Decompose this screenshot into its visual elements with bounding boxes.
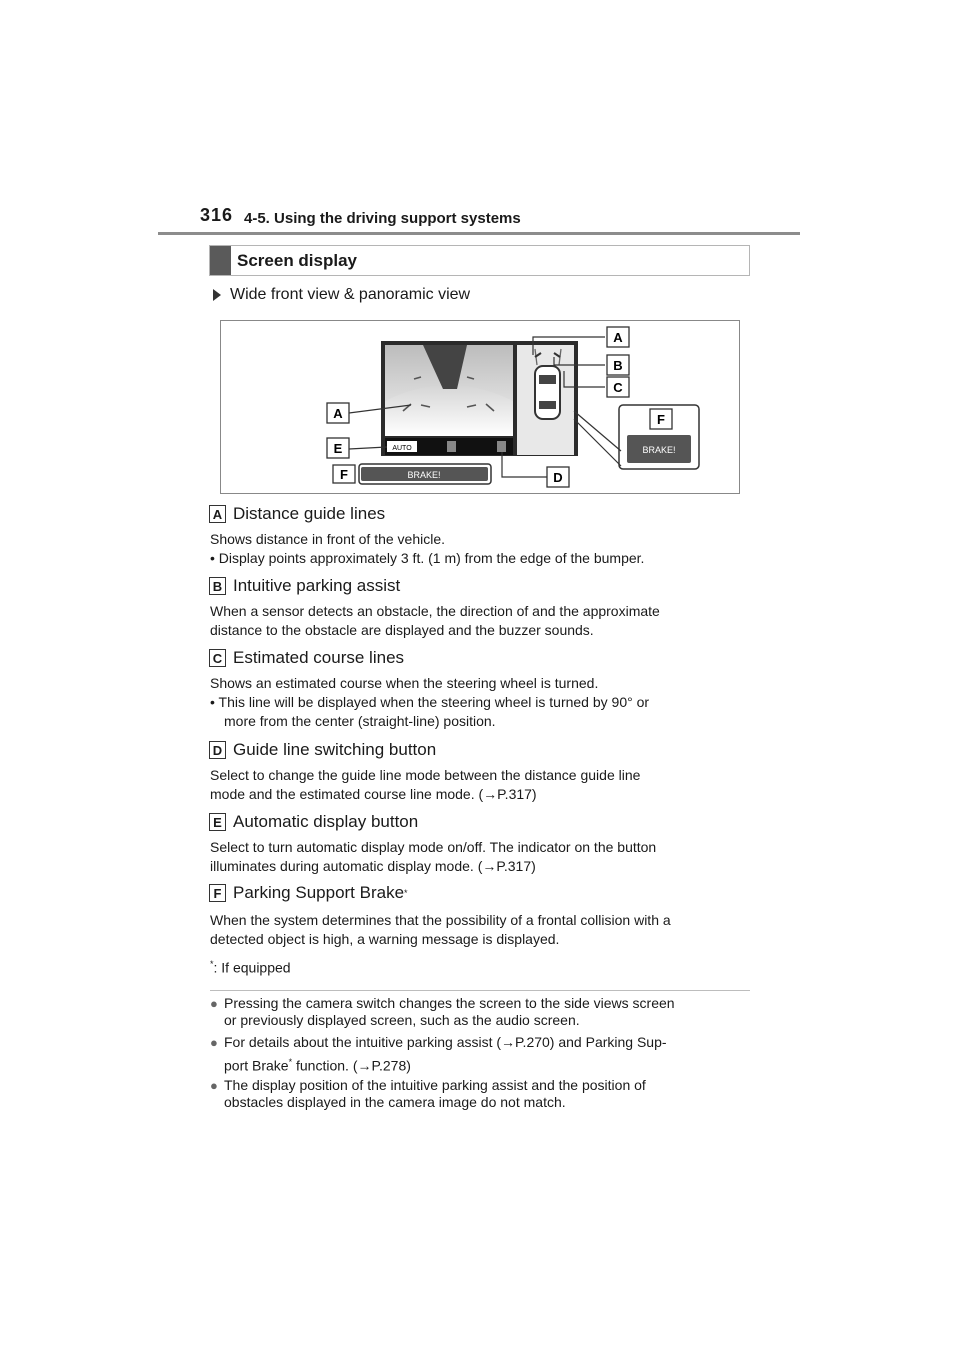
- item-c-letter: C: [209, 649, 226, 667]
- item-b-title: Intuitive parking assist: [233, 576, 401, 595]
- note-1-line-1: Pressing the camera switch changes the screen to the side views screen: [224, 995, 675, 1011]
- label-f-bottom: F: [340, 467, 348, 482]
- item-e-line-1: Select to turn automatic display mode on/off. The indicator on the button: [210, 839, 657, 855]
- item-f-line-2: detected object is high, a warning message is displayed.: [210, 931, 560, 947]
- item-b-line-2: distance to the obstacle are displayed and the buzzer sounds.: [210, 622, 594, 638]
- vehicle-windshield: [539, 375, 556, 384]
- note-2-line-2b: function. (→P.278): [292, 1057, 411, 1074]
- page-number: 316: [200, 205, 234, 225]
- note-2-line-2a: port Brake: [224, 1057, 289, 1074]
- subheading: [213, 286, 470, 304]
- item-c-line-3: more from the center (straight-line) position.: [224, 713, 496, 729]
- note-bullet-icon: ●: [210, 1078, 218, 1093]
- item-c-body: [210, 674, 750, 731]
- label-a-top: A: [613, 330, 623, 345]
- brake-warning-text: BRAKE!: [407, 470, 441, 480]
- note-3-line-1: The display position of the intuitive parking assist and the position of: [224, 1077, 646, 1093]
- note-2-line-2: [224, 1054, 667, 1075]
- auto-button-label: AUTO: [392, 445, 412, 452]
- note-2-sup: *: [288, 1057, 293, 1067]
- item-f-title: Parking Support Brake: [233, 883, 405, 902]
- note-2-line-1: For details about the intuitive parking assist (→P.270) and Parking Sup-: [224, 1034, 667, 1050]
- chapter-title: 4-5. Using the driving support systems: [244, 210, 521, 227]
- zoom-line-2: [574, 419, 621, 466]
- item-d-line-1: Select to change the guide line mode between the distance guide line: [210, 767, 641, 783]
- footnote: [210, 955, 750, 978]
- header-rule: [158, 232, 800, 235]
- vehicle-top-icon: [535, 366, 560, 419]
- figure-illustration: [221, 321, 739, 493]
- label-c: C: [613, 380, 623, 395]
- label-d: D: [553, 470, 563, 485]
- item-a-line-1: Shows distance in front of the vehicle.: [210, 531, 446, 547]
- section-bar: [210, 246, 231, 275]
- item-c-heading: [209, 648, 404, 668]
- notes-rule: [210, 990, 750, 991]
- item-d-heading: [209, 740, 436, 760]
- footnote-text: : If equipped: [213, 959, 291, 976]
- note-1-line-2: or previously displayed screen, such as the audio screen.: [224, 1012, 580, 1028]
- note-bullet-icon: ●: [210, 1035, 218, 1050]
- item-e-heading: [209, 812, 418, 832]
- item-d-title: Guide line switching button: [233, 740, 437, 759]
- front-view-icon: [447, 441, 456, 452]
- label-f-zoom: F: [657, 412, 665, 427]
- item-f-sup: *: [404, 888, 408, 898]
- item-e-letter: E: [209, 813, 226, 831]
- item-a-heading: [209, 504, 385, 524]
- screen-display-figure: [220, 320, 740, 494]
- guide-switch-icon: [497, 441, 506, 452]
- item-a-body: [210, 530, 750, 568]
- item-d-body: [210, 766, 750, 804]
- item-c-line-1: Shows an estimated course when the steering wheel is turned.: [210, 675, 599, 691]
- note-3: [210, 1077, 750, 1111]
- item-f-line-1: When the system determines that the possibility of a frontal collision with a: [210, 912, 671, 928]
- footnote-mark: *: [210, 959, 214, 969]
- item-f-letter: F: [209, 884, 226, 902]
- item-a-letter: A: [209, 505, 226, 523]
- section-heading: [209, 245, 750, 276]
- note-1: [210, 995, 750, 1029]
- zoom-line-1: [574, 411, 621, 451]
- note-2: [210, 1034, 750, 1075]
- note-3-line-2: obstacles displayed in the camera image do not match.: [224, 1094, 566, 1110]
- section-title: Screen display: [237, 251, 358, 270]
- item-b-body: [210, 602, 750, 640]
- vehicle-rear-window: [539, 401, 556, 409]
- subheading-text: Wide front view & panoramic view: [230, 286, 471, 303]
- item-e-body: [210, 838, 750, 876]
- label-b: B: [613, 358, 623, 373]
- item-b-line-1: When a sensor detects an obstacle, the direction of and the approximate: [210, 603, 660, 619]
- note-bullet-icon: ●: [210, 996, 218, 1011]
- triangle-bullet-icon: [213, 289, 221, 301]
- item-a-line-2: • Display points approximately 3 ft. (1 m) from the edge of the bumper.: [210, 550, 645, 566]
- item-c-line-2: • This line will be displayed when the steering wheel is turned by 90° or: [210, 694, 650, 710]
- label-e: E: [333, 441, 343, 456]
- item-f-body: [210, 911, 750, 949]
- item-e-line-2: illuminates during automatic display mode. (→P.317): [210, 858, 536, 874]
- item-e-title: Automatic display button: [233, 812, 419, 831]
- item-d-letter: D: [209, 741, 226, 759]
- item-b-heading: [209, 576, 400, 596]
- label-a-left: A: [333, 406, 343, 421]
- item-b-letter: B: [209, 577, 226, 595]
- item-d-line-2: mode and the estimated course line mode. (→P.317): [210, 786, 537, 802]
- item-a-title: Distance guide lines: [233, 504, 386, 523]
- item-f-heading: [209, 883, 408, 903]
- item-c-title: Estimated course lines: [233, 648, 405, 667]
- brake-zoom-text: BRAKE!: [642, 445, 676, 455]
